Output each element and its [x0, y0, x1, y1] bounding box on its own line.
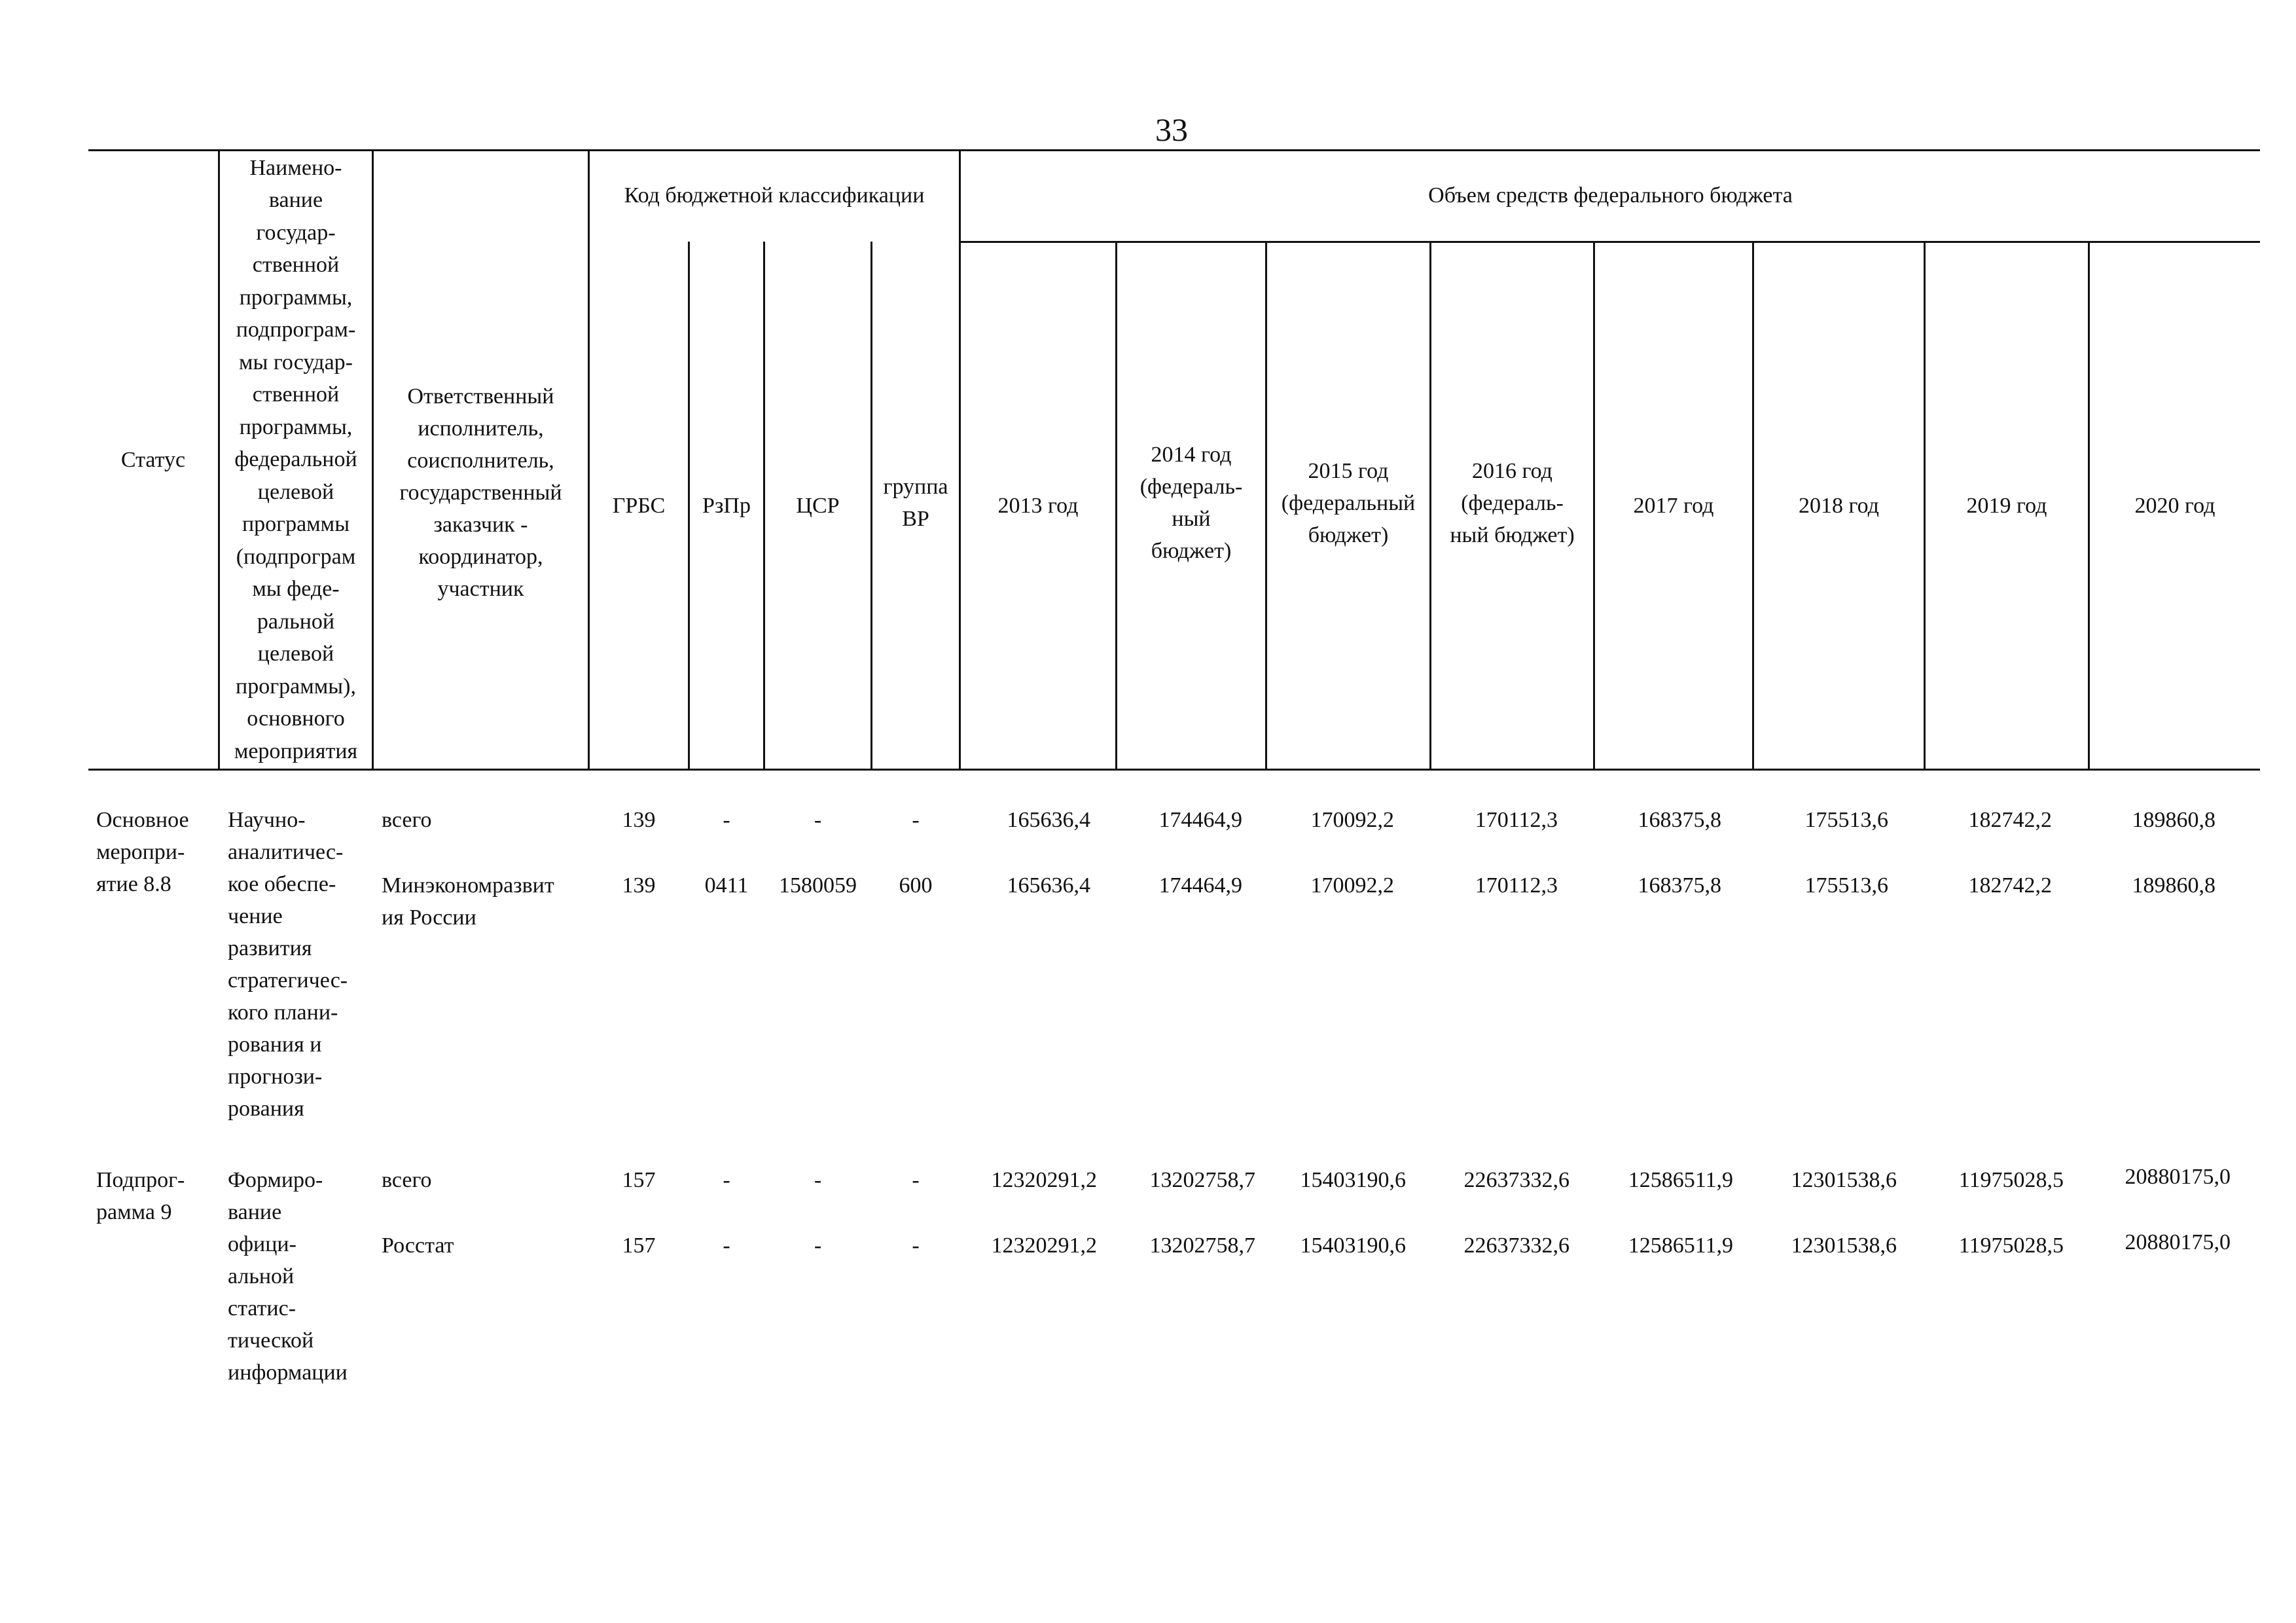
row-status: Основное меропри- ятие 8.8	[96, 808, 189, 896]
header-csr: ЦСР	[796, 493, 840, 518]
cell-vr: -	[912, 1168, 920, 1192]
cell-csr: -	[814, 1168, 822, 1192]
cell-2017: 168375,8	[1638, 808, 1721, 832]
header-year-2018: 2018 год	[1799, 493, 1879, 518]
header-year-2020: 2020 год	[2134, 493, 2215, 518]
cell-grbs: 157	[622, 1233, 656, 1258]
header-year-2013: 2013 год	[997, 493, 1079, 518]
header-year-2015: 2015 год (федеральный бюджет)	[1281, 458, 1416, 547]
header-year-2016: 2016 год (федераль- ный бюджет)	[1450, 458, 1575, 547]
cell-2013: 165636,4	[1007, 873, 1090, 898]
cell-2019: 11975028,5	[1958, 1168, 2064, 1192]
cell-rzpr: 0411	[704, 873, 749, 898]
cell-2016: 170112,3	[1475, 808, 1558, 832]
header-year-2017: 2017 год	[1633, 493, 1714, 518]
cell-2018: 12301538,6	[1791, 1168, 1897, 1192]
cell-2016: 22637332,6	[1463, 1168, 1570, 1192]
cell-rzpr: -	[723, 1233, 730, 1258]
cell-grbs: 139	[622, 808, 656, 832]
cell-csr: -	[814, 808, 822, 832]
cell-2013: 12320291,2	[991, 1233, 1097, 1258]
cell-2015: 15403190,6	[1300, 1168, 1406, 1192]
header-status: Статус	[120, 447, 186, 472]
cell-2020: 20880175,0	[2125, 1230, 2231, 1254]
cell-2017: 12586511,9	[1628, 1233, 1733, 1258]
cell-vr: -	[912, 808, 920, 832]
page-number: 33	[1155, 111, 1188, 148]
row-responsible: Росстат	[382, 1233, 454, 1258]
cell-2019: 182742,2	[1968, 808, 2052, 832]
cell-vr: 600	[899, 873, 933, 898]
cell-2016: 170112,3	[1475, 873, 1558, 898]
cell-2014: 13202758,7	[1149, 1233, 1255, 1258]
cell-2014: 174464,9	[1158, 873, 1242, 898]
header-federal-volume: Объем средств федерального бюджета	[1428, 183, 1793, 208]
cell-2018: 12301538,6	[1791, 1233, 1897, 1258]
row-status: Подпрог- рамма 9	[96, 1168, 185, 1224]
cell-2013: 165636,4	[1007, 808, 1090, 832]
cell-2018: 175513,6	[1804, 808, 1888, 832]
cell-2015: 170092,2	[1310, 873, 1394, 898]
cell-2020: 189860,8	[2132, 808, 2215, 832]
cell-2015: 15403190,6	[1300, 1233, 1406, 1258]
header-budget-code: Код бюджетной классификации	[624, 183, 925, 208]
cell-grbs: 157	[622, 1168, 656, 1192]
header-rzpr: РзПр	[702, 493, 751, 518]
header-year-2019: 2019 год	[1966, 493, 2047, 518]
cell-grbs: 139	[622, 873, 656, 898]
row-program-name: Научно- аналитичес- кое обеспе- чение развития стратегичес- кого плани- рования и прогнози- рования	[228, 808, 348, 1121]
cell-2014: 174464,9	[1158, 808, 1242, 832]
cell-csr: -	[814, 1233, 822, 1258]
cell-2015: 170092,2	[1310, 808, 1394, 832]
cell-2019: 182742,2	[1968, 873, 2052, 898]
header-year-2014: 2014 год (федераль- ный бюджет)	[1139, 443, 1243, 563]
row-responsible: Минэкономразвит ия России	[382, 873, 554, 930]
header-vr-group: группа ВР	[883, 475, 948, 531]
cell-2020: 189860,8	[2132, 873, 2215, 898]
header-grbs: ГРБС	[612, 493, 666, 518]
cell-rzpr: -	[723, 808, 730, 832]
cell-2020: 20880175,0	[2125, 1165, 2231, 1189]
cell-2019: 11975028,5	[1958, 1233, 2064, 1258]
cell-rzpr: -	[723, 1168, 730, 1192]
cell-csr: 1580059	[779, 873, 857, 898]
row-program-name: Формиро- вание офици- альной статис- тической информации	[228, 1168, 348, 1385]
cell-2017: 168375,8	[1638, 873, 1721, 898]
row-responsible: всего	[382, 1168, 432, 1192]
cell-2018: 175513,6	[1804, 873, 1888, 898]
cell-2017: 12586511,9	[1628, 1168, 1733, 1192]
header-responsible: Ответственный исполнитель, соисполнитель, государственный заказчик - координатор, участник	[399, 384, 562, 601]
cell-2016: 22637332,6	[1463, 1233, 1570, 1258]
cell-2013: 12320291,2	[991, 1168, 1097, 1192]
cell-vr: -	[912, 1233, 920, 1258]
row-responsible: всего	[382, 808, 432, 832]
header-program-name: Наимено- вание государ- ственной программы, подпрограм- мы государ- ственной программы, федеральной целевой программы (подпрограм мы феде- ральной целевой программы), основного мероприятия	[234, 155, 358, 763]
cell-2014: 13202758,7	[1149, 1168, 1255, 1192]
